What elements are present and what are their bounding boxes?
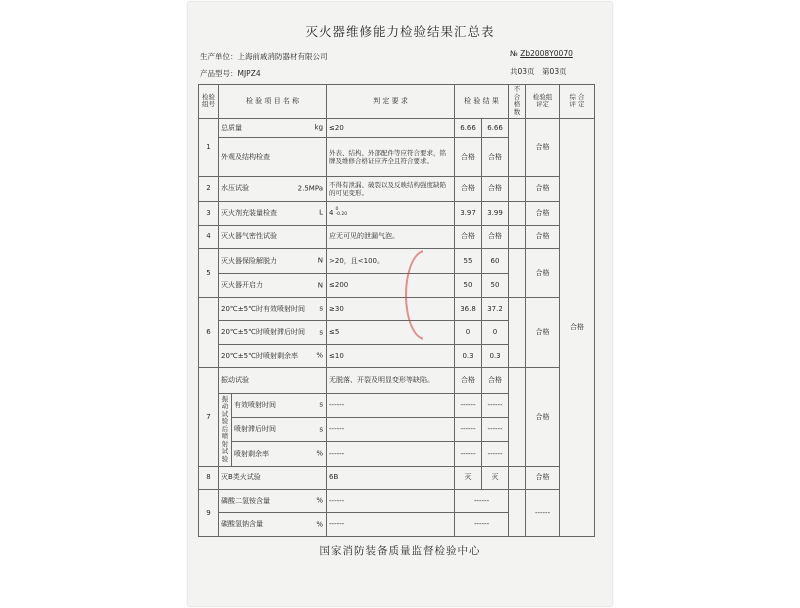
item-name: 水压试验 2.5MPa (219, 176, 327, 202)
group-number: 9 (199, 490, 219, 537)
result-1: 50 (455, 274, 482, 297)
requirement: ------ (327, 393, 455, 417)
result: ------ (455, 490, 509, 513)
nonconforming-count (509, 368, 526, 466)
requirement: ------ (327, 513, 455, 537)
result-1: 0.3 (455, 344, 482, 367)
group-number: 1 (199, 119, 219, 176)
result-1: 0 (455, 321, 482, 344)
item-name: 碳酸氢钠含量 % (219, 513, 327, 537)
tolerance-lower: -0.20 (335, 212, 348, 218)
table-row (199, 248, 595, 274)
table-row (199, 297, 595, 320)
table-row (199, 119, 595, 138)
item-name: 磷酸二氢铵含量 % (219, 490, 327, 513)
result-2: 37.2 (482, 297, 509, 320)
results-table (198, 84, 595, 537)
report-number (510, 49, 573, 58)
group-evaluation: 合格 (526, 119, 560, 176)
item-name: 20℃±5℃时有效喷射时间 s (219, 297, 327, 320)
requirement: ≤5 (327, 321, 455, 344)
result-2: 合格 (482, 176, 509, 202)
result-2: 0 (482, 321, 509, 344)
table-row (199, 202, 595, 225)
requirement: ≤10 (327, 344, 455, 367)
report-page (188, 2, 612, 606)
report-number-label: № (510, 49, 518, 58)
result-1: ------ (455, 442, 482, 466)
table-row (199, 466, 595, 489)
requirement: ------ (327, 442, 455, 466)
requirement: 应无可见的泄漏气泡。 (327, 225, 455, 248)
item-name: 20℃±5℃时喷射滞后时间 s (219, 321, 327, 344)
requirement: 不得有泄漏、破裂以及反映结构强度缺陷的可见变形。 (327, 176, 455, 202)
item-name: 20℃±5℃时喷射剩余率 % (219, 344, 327, 367)
group-number: 2 (199, 176, 219, 202)
item-name: 总质量 kg (219, 119, 327, 138)
result-2: 50 (482, 274, 509, 297)
nonconforming-count (509, 119, 526, 176)
result-2: 60 (482, 248, 509, 274)
production-unit-label: 生产单位： (200, 52, 238, 61)
result-2: 3.99 (482, 202, 509, 225)
requirement: 无脱落、开裂及明显变形等缺陷。 (327, 368, 455, 394)
requirement: ≤20 (327, 119, 455, 138)
group-number: 7 (199, 368, 219, 466)
overall-evaluation: 合格 (560, 119, 595, 537)
table-header-row (199, 85, 595, 119)
group-evaluation: 合格 (526, 466, 560, 489)
group-evaluation: ------ (526, 490, 560, 537)
table-row (199, 225, 595, 248)
requirement: 6B (327, 466, 455, 489)
item-name: 振动试验 (219, 368, 327, 394)
page-count: 共03页 第03页 (510, 67, 567, 76)
header-requirement: 判 定 要 求 (327, 85, 455, 119)
nonconforming-count (509, 176, 526, 202)
item-name: 灭火器气密性试验 (219, 225, 327, 248)
product-model (200, 68, 261, 79)
group-evaluation: 合格 (526, 297, 560, 367)
header-overall-evaluation: 综 合 评 定 (560, 85, 595, 119)
production-unit-value: 上海前戚消防器材有限公司 (237, 52, 328, 61)
header-item: 检 验 项 目 名 称 (219, 85, 327, 119)
vibration-spray-label: 振动试验后喷射试验 (219, 393, 232, 466)
table-row (199, 490, 595, 513)
nonconforming-count (509, 248, 526, 297)
result-1: 3.97 (455, 202, 482, 225)
header-result: 检 验 结 果 (455, 85, 509, 119)
header-group-evaluation: 检验组评定 (526, 85, 560, 119)
result-1: 灭 (455, 466, 482, 489)
item-name: 有效喷射时间 s (232, 393, 327, 417)
result-2: 合格 (482, 225, 509, 248)
result-1: 55 (455, 248, 482, 274)
item-name: 灭B类火试验 (219, 466, 327, 489)
item-name: 喷射剩余率 % (232, 442, 327, 466)
result: ------ (455, 513, 509, 537)
result-2: 合格 (482, 368, 509, 394)
production-unit (200, 51, 328, 62)
result-2: 灭 (482, 466, 509, 489)
group-number: 5 (199, 248, 219, 297)
requirement: 4 0 -0.20 (327, 202, 455, 225)
group-number: 4 (199, 225, 219, 248)
requirement: ------ (327, 490, 455, 513)
result-1: 合格 (455, 225, 482, 248)
issuer-name: 国家消防装备质量监督检验中心 (319, 545, 481, 557)
header-nonconforming: 不合格数 (509, 85, 526, 119)
nonconforming-count (509, 202, 526, 225)
result-1: 合格 (455, 368, 482, 394)
item-name: 灭火剂充装量检查 L (219, 202, 327, 225)
product-model-label: 产品型号： (200, 69, 238, 78)
result-2: ------ (482, 393, 509, 417)
nonconforming-count (509, 225, 526, 248)
header-group: 检验组号 (199, 85, 219, 119)
item-name: 灭火器开启力 N (219, 274, 327, 297)
requirement: >20，且<100。 (327, 248, 455, 274)
result-1: 6.66 (455, 119, 482, 138)
product-model-value: MJPZ4 (237, 69, 261, 78)
group-evaluation: 合格 (526, 368, 560, 466)
result-1: 合格 (455, 138, 482, 176)
result-1: ------ (455, 393, 482, 417)
result-1: 合格 (455, 176, 482, 202)
item-name: 灭火器保险解脱力 N (219, 248, 327, 274)
requirement: ≥30 (327, 297, 455, 320)
table-row (199, 176, 595, 202)
group-evaluation: 合格 (526, 248, 560, 297)
group-number: 6 (199, 297, 219, 367)
group-evaluation: 合格 (526, 176, 560, 202)
requirement: 外表、结构、外部配件等应符合要求，铭牌及维修合格证应齐全且符合要求。 (327, 138, 455, 176)
group-evaluation: 合格 (526, 225, 560, 248)
result-2: 6.66 (482, 119, 509, 138)
tolerance-upper: 0 (335, 207, 339, 213)
result-1: ------ (455, 418, 482, 442)
result-2: 合格 (482, 138, 509, 176)
group-evaluation: 合格 (526, 202, 560, 225)
report-number-value: Zb2008Y0070 (520, 49, 573, 58)
group-number: 8 (199, 466, 219, 489)
nonconforming-count (509, 490, 526, 537)
requirement: ≤200 (327, 274, 455, 297)
result-2: 0.3 (482, 344, 509, 367)
item-name: 喷射滞后时间 s (232, 418, 327, 442)
result-2: ------ (482, 442, 509, 466)
table-row (199, 368, 595, 394)
nonconforming-count (509, 297, 526, 367)
document-title: 灭火器维修能力检验结果汇总表 (305, 24, 495, 39)
item-name: 外观及结构检查 (219, 138, 327, 176)
nonconforming-count (509, 466, 526, 489)
requirement: ------ (327, 418, 455, 442)
group-number: 3 (199, 202, 219, 225)
result-1: 36.8 (455, 297, 482, 320)
result-2: ------ (482, 418, 509, 442)
